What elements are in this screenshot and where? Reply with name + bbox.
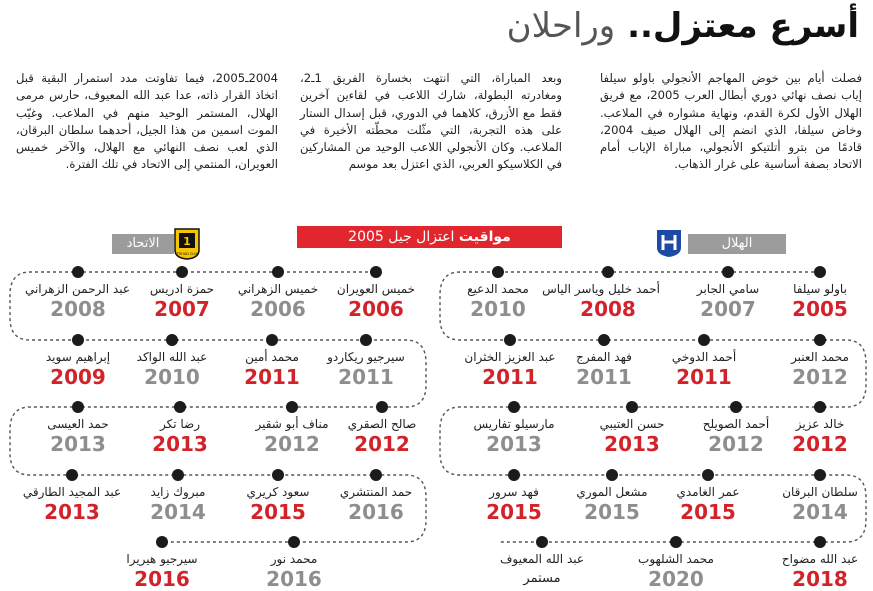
retirement-year: 2015 bbox=[486, 500, 542, 524]
ittihad-player-node bbox=[330, 401, 434, 455]
timeline-dot bbox=[508, 401, 520, 413]
retirement-year: 2009 bbox=[50, 365, 106, 389]
timeline-dot bbox=[286, 401, 298, 413]
timeline-dot bbox=[174, 401, 186, 413]
hilal-player-node bbox=[768, 334, 872, 388]
timeline-dot bbox=[698, 334, 710, 346]
retirement-year: 2007 bbox=[154, 297, 210, 321]
retirement-year: 2010 bbox=[144, 365, 200, 389]
player-name: أحمد خليل وياسر الياس bbox=[542, 282, 660, 296]
ittihad-player-node bbox=[314, 334, 418, 388]
retirement-year: 2008 bbox=[580, 297, 636, 321]
player-name: رضا تكر bbox=[159, 417, 201, 431]
player-name: مبروك زايد bbox=[150, 485, 206, 499]
ittihad-player-node bbox=[120, 334, 224, 388]
ittihad-player-node bbox=[226, 469, 330, 523]
retirement-year: 2011 bbox=[576, 365, 632, 389]
player-name: أحمد الدوخي bbox=[671, 350, 737, 364]
timeline-dot bbox=[360, 334, 372, 346]
timeline-dot bbox=[272, 469, 284, 481]
player-name: حمد المنتشري bbox=[339, 485, 413, 499]
ittihad-player-node bbox=[26, 401, 130, 455]
retirement-year: 2020 bbox=[648, 567, 704, 591]
timeline-dot bbox=[272, 266, 284, 278]
retirement-year: 2011 bbox=[676, 365, 732, 389]
hilal-player-node bbox=[552, 334, 656, 388]
ittihad-player-node bbox=[220, 334, 324, 388]
hilal-player-node bbox=[684, 401, 788, 455]
timeline-dot bbox=[670, 536, 682, 548]
ittihad-player-node bbox=[128, 401, 232, 455]
banner-bold: مواقيت bbox=[458, 229, 511, 245]
hilal-player-node bbox=[768, 469, 872, 523]
timeline-dot bbox=[814, 469, 826, 481]
timeline-dot bbox=[536, 536, 548, 548]
ittihad-player-node bbox=[324, 469, 428, 523]
retirement-year: 2012 bbox=[264, 432, 320, 456]
timeline-dot bbox=[598, 334, 610, 346]
timeline-dot bbox=[156, 536, 168, 548]
player-name: فهد سرور bbox=[489, 485, 539, 499]
retirement-year: 2016 bbox=[134, 567, 190, 591]
player-name: محمد نور bbox=[270, 552, 318, 566]
player-name: حمزة ادريس bbox=[149, 282, 215, 296]
player-name: خميس العويران bbox=[336, 282, 416, 296]
player-name: عبد العزيز الخثران bbox=[464, 350, 556, 364]
retirement-year: 2016 bbox=[348, 500, 404, 524]
timeline-dot bbox=[606, 469, 618, 481]
hilal-player-node bbox=[458, 334, 562, 388]
player-name: سلطان البرقان bbox=[782, 485, 858, 499]
hilal-player-node bbox=[580, 401, 684, 455]
article-column-1: فصلت أيام بين خوض المهاجم الأنجولي باولو سيلفا إياب نصف نهائي دوري أبطال العرب 2005، مع فريق الهلال الأول لكرة القدم، ونهاية مشواره في الملاعب. وخاض سيلفا، الذي انضم إلى الهلال صيف 2004، قادمًا من بترو أتلتيكو الأنجولي، مباراة الإياب أمام الاتحاد بصفة أساسية على غرار الذهاب. bbox=[600, 71, 862, 172]
hilal-player-node bbox=[446, 266, 550, 320]
ittihad-player-node bbox=[226, 266, 330, 320]
retirement-year: 2011 bbox=[338, 365, 394, 389]
hilal-player-node bbox=[656, 469, 760, 523]
retirement-year: 2011 bbox=[482, 365, 538, 389]
hilal-player-node bbox=[676, 266, 780, 320]
retirement-year: 2010 bbox=[470, 297, 526, 321]
player-name: سعود كريري bbox=[246, 485, 310, 499]
timeline-dot bbox=[370, 266, 382, 278]
player-name: حمد العيسى bbox=[47, 417, 109, 431]
retirement-year: 2011 bbox=[244, 365, 300, 389]
hilal-player-node bbox=[624, 536, 728, 590]
ittihad-player-node bbox=[324, 266, 428, 320]
player-name: مارسيلو تفاريس bbox=[473, 417, 555, 431]
player-name: حسن العتيبي bbox=[599, 417, 665, 431]
timeline-dot bbox=[504, 334, 516, 346]
retirement-year: 2012 bbox=[792, 365, 848, 389]
ittihad-player-node bbox=[110, 536, 214, 590]
hilal-player-node bbox=[462, 401, 566, 455]
retirement-year: 2015 bbox=[680, 500, 736, 524]
timeline-dot bbox=[288, 536, 300, 548]
player-name: مناف أبو شقير bbox=[255, 417, 329, 431]
player-name: عمر الغامدي bbox=[676, 485, 740, 499]
ittihad-player-node bbox=[126, 469, 230, 523]
retirement-year: 2005 bbox=[792, 297, 848, 321]
player-name: خميس الزهراني bbox=[237, 282, 319, 296]
player-name: عبد المجيد الطارقي bbox=[22, 485, 122, 499]
ittihad-team-label: الاتحاد bbox=[112, 234, 174, 254]
player-name: سيرجيو ريكاردو bbox=[327, 350, 405, 364]
hilal-player-node bbox=[462, 469, 566, 523]
article-column-3: 2004ـ2005، فيما تفاوتت مدد استمرار البقية قبل اتخاذ القرار ذاته، عدا عبد الله المعيوف، حارس مرمى الهلال، المستمر الوحيد منهم في الملاعب. وغيّب الموت اسمين من هذا الجيل، أحدهما سلطان البرقان، الذي لعب نصف النهائي مع الهلال، والآخر خميس العويران، المنتمي إلى الاتحاد في تلك الفترة. bbox=[16, 71, 278, 172]
retirement-year: 2013 bbox=[50, 432, 106, 456]
retirement-year: 2013 bbox=[44, 500, 100, 524]
player-name: عبد الله مضواح bbox=[781, 552, 859, 566]
timeline-dot bbox=[722, 266, 734, 278]
timeline-dot bbox=[702, 469, 714, 481]
player-name: سيرجيو هيريرا bbox=[126, 552, 198, 566]
svg-text:1: 1 bbox=[183, 235, 191, 248]
hilal-player-node bbox=[542, 266, 660, 321]
timeline-dot bbox=[602, 266, 614, 278]
ittihad-player-node bbox=[240, 401, 344, 455]
player-name: سامي الجابر bbox=[696, 282, 760, 296]
timeline-dot bbox=[730, 401, 742, 413]
player-name: خالد عزيز bbox=[795, 417, 845, 431]
retirement-year: 2006 bbox=[250, 297, 306, 321]
retirement-year: 2012 bbox=[708, 432, 764, 456]
player-name: عبد الله المعيوف bbox=[499, 552, 585, 566]
retirement-year: 2015 bbox=[250, 500, 306, 524]
hilal-player-node bbox=[490, 536, 594, 590]
headline-sub: وراحلان bbox=[506, 6, 616, 46]
retirement-year: 2012 bbox=[354, 432, 410, 456]
headline-main: أسرع معتزل.. bbox=[627, 6, 859, 46]
ittihad-player-node bbox=[26, 334, 130, 388]
retirement-year: 2018 bbox=[792, 567, 848, 591]
player-name: محمد الدعيع bbox=[467, 282, 529, 296]
hilal-team-label: الهلال bbox=[688, 234, 786, 254]
player-name: محمد أمين bbox=[245, 350, 299, 364]
timeline-dot bbox=[508, 469, 520, 481]
player-name: عبد الله الواكد bbox=[136, 350, 208, 364]
timeline-dot bbox=[166, 334, 178, 346]
retirement-year: 2013 bbox=[486, 432, 542, 456]
player-name: أحمد الصويلح bbox=[702, 417, 770, 431]
timeline-dot bbox=[72, 334, 84, 346]
hilal-player-node bbox=[768, 536, 872, 590]
ittihad-player-node bbox=[242, 536, 346, 590]
ittihad-player-node bbox=[26, 266, 130, 320]
player-name: محمد الشلهوب bbox=[638, 552, 714, 566]
player-name: مشعل الموري bbox=[576, 485, 648, 499]
timeline-dot bbox=[814, 334, 826, 346]
timeline-dot bbox=[814, 536, 826, 548]
timeline-dot bbox=[66, 469, 78, 481]
player-name: صالح الصقري bbox=[347, 417, 417, 431]
timeline-dot bbox=[72, 266, 84, 278]
retirement-year: 2012 bbox=[792, 432, 848, 456]
timeline-dot bbox=[72, 401, 84, 413]
timeline-dot bbox=[814, 266, 826, 278]
retirement-year: 2016 bbox=[266, 567, 322, 591]
retirement-year: مستمر bbox=[523, 571, 561, 586]
player-name: إبراهيم سويد bbox=[45, 350, 111, 364]
retirement-year: 2015 bbox=[584, 500, 640, 524]
banner-text: اعتزال جيل 2005 bbox=[348, 229, 455, 245]
timeline-dot bbox=[266, 334, 278, 346]
retirement-year: 2008 bbox=[50, 297, 106, 321]
retirement-year: 2007 bbox=[700, 297, 756, 321]
player-name: فهد المفرج bbox=[576, 350, 632, 364]
player-name: محمد العنبر bbox=[791, 350, 849, 364]
timeline-dot bbox=[626, 401, 638, 413]
retirement-year: 2014 bbox=[792, 500, 848, 524]
retirement-year: 2014 bbox=[150, 500, 206, 524]
retirement-year: 2006 bbox=[348, 297, 404, 321]
hilal-player-node bbox=[768, 266, 872, 320]
hilal-player-node bbox=[560, 469, 664, 523]
ittihad-player-node bbox=[130, 266, 234, 320]
timeline-dot bbox=[172, 469, 184, 481]
ittihad-logo-text: ITTIHAD CLUB bbox=[175, 252, 199, 256]
timeline-dot bbox=[370, 469, 382, 481]
retirement-year: 2013 bbox=[604, 432, 660, 456]
retirement-year: 2013 bbox=[152, 432, 208, 456]
article-column-2: وبعد المباراة، التي انتهت بخسارة الفريق 1ـ2، ومغادرته البطولة، شارك اللاعب في لقاءين آخرين فقط مع الأزرق، كلاهما في الدوري، قبل إسدال الستار على هذه التجربة، التي مثّلت محطّته الأخيرة في الملاعب. وكان الأنجولي اللاعب الوحيد من المشاركين في الكلاسيكو العربي، الذي اعتزل بعد موسم bbox=[300, 71, 562, 172]
timeline-dot bbox=[492, 266, 504, 278]
ittihad-player-node bbox=[20, 469, 124, 523]
player-name: باولو سيلفا bbox=[793, 282, 847, 296]
player-name: عبد الرحمن الزهراني bbox=[24, 282, 130, 296]
hilal-player-node bbox=[652, 334, 756, 388]
timeline-dot bbox=[176, 266, 188, 278]
timeline-dot bbox=[376, 401, 388, 413]
timeline-dot bbox=[814, 401, 826, 413]
